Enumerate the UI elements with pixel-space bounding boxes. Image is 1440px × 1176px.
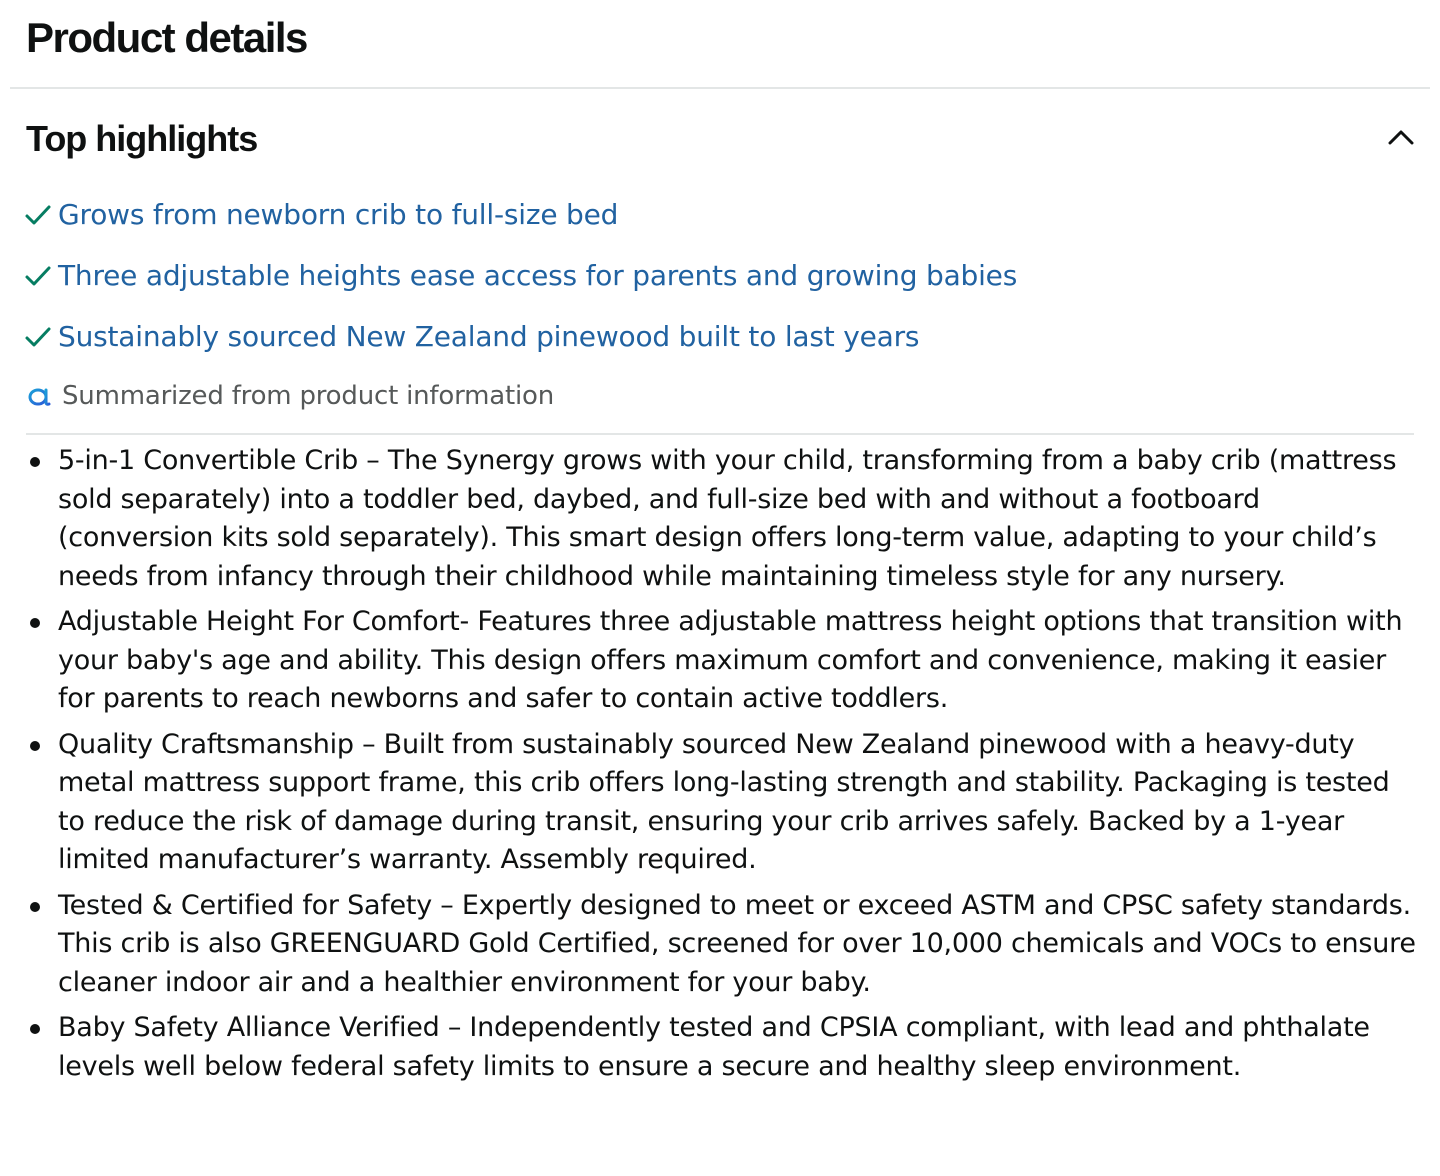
- feature-bullet: Quality Craftsmanship – Built from sustainably sourced New Zealand pinewood with a heavy-duty metal mattress support frame, this crib offers long-lasting strength and stability. Packaging is tested to reduce the risk of damage during transit, ensuring your crib arrives safely. Backed by a 1-year limited manufacturer’s warranty. Assembly required.: [26, 726, 1416, 880]
- highlight-text: Grows from newborn crib to full-size bed: [58, 198, 619, 231]
- feature-bullet: Baby Safety Alliance Verified – Independently tested and CPSIA compliant, with lead and phthalate levels well below federal safety limits to ensure a secure and healthy sleep environment.: [26, 1009, 1416, 1086]
- section-title: Top highlights: [26, 118, 258, 159]
- top-highlights-header[interactable]: [0, 112, 1440, 168]
- page-title: Product details: [26, 14, 307, 61]
- highlight-text: Sustainably sourced New Zealand pinewood built to last years: [58, 320, 920, 353]
- summary-text: Summarized from product information: [62, 381, 554, 411]
- highlight-text: Three adjustable heights ease access for parents and growing babies: [58, 259, 1018, 292]
- highlight-item: [24, 314, 1420, 360]
- divider: [26, 433, 1414, 435]
- feature-bullets: [26, 442, 1416, 1093]
- chevron-up-icon[interactable]: [1384, 120, 1418, 154]
- highlights-list: [24, 192, 1420, 375]
- check-icon: [24, 201, 52, 229]
- highlight-item: [24, 253, 1420, 299]
- section-divider: [10, 87, 1430, 89]
- feature-bullet: Adjustable Height For Comfort- Features three adjustable mattress height options that transition with your baby's age and ability. This design offers maximum comfort and convenience, making it easier for parents to reach newborns and safer to contain active toddlers.: [26, 603, 1416, 719]
- feature-bullet: Tested & Certified for Safety – Expertly designed to meet or exceed ASTM and CPSC safety standards. This crib is also GREENGUARD Gold Certified, screened for over 10,000 chemicals and VOCs to ensure cleaner indoor air and a healthier environment for your baby.: [26, 887, 1416, 1003]
- check-icon: [24, 262, 52, 290]
- check-icon: [24, 323, 52, 351]
- highlight-item: [24, 192, 1420, 238]
- ai-summary-note: [26, 374, 554, 418]
- feature-bullet: 5-in-1 Convertible Crib – The Synergy grows with your child, transforming from a baby crib (mattress sold separately) into a toddler bed, daybed, and full-size bed with and without a footboard (conversion kits sold separately). This smart design offers long-term value, adapting to your child’s needs from infancy through their childhood while maintaining timeless style for any nursery.: [26, 442, 1416, 596]
- ai-summary-icon: [26, 383, 52, 409]
